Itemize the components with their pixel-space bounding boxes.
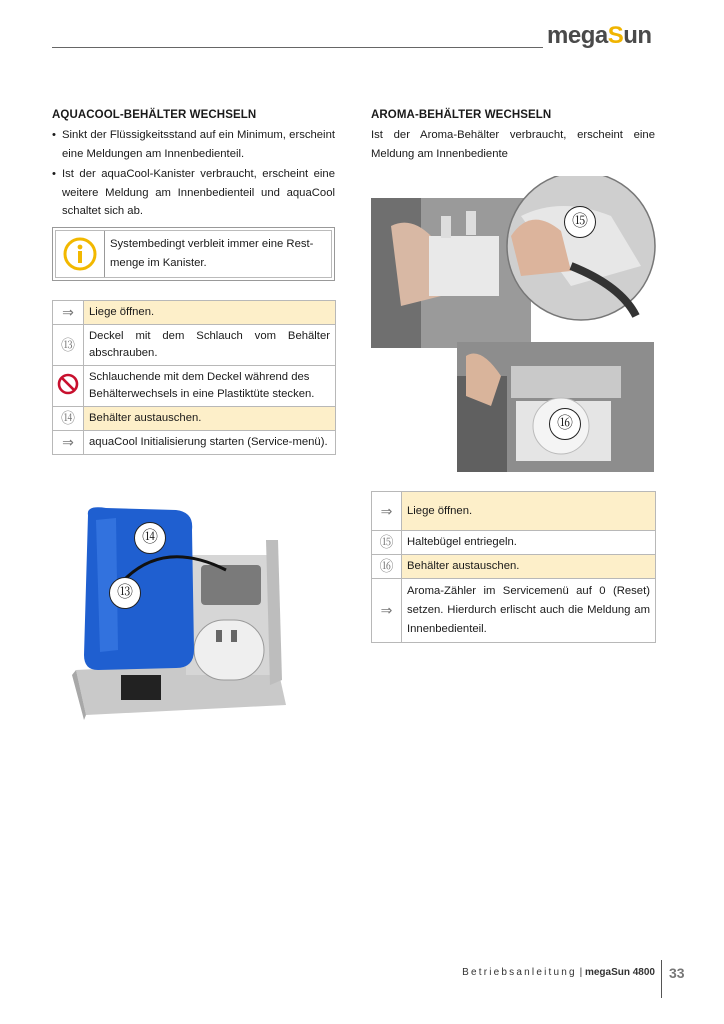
bullet-item: • Ist der aquaCool-Kanister verbraucht, erscheint eine weitere Meldung am Innenbedienteil und aquaCool schaltet sich ab.	[52, 165, 335, 221]
aquacool-steps	[52, 300, 336, 455]
megasun-logo: megaSun	[547, 22, 652, 49]
info-icon	[56, 231, 105, 277]
step-number: ⑮	[372, 531, 402, 555]
step-number: ⑯	[372, 555, 402, 579]
table-row	[372, 579, 656, 643]
aquacool-photo	[66, 500, 292, 722]
aroma-intro: Ist der Aroma-Behälter verbraucht, erscheint eine Meldung am Innenbediente	[371, 129, 655, 160]
step-text: Aroma-Zähler im Servicemenü auf 0 (Reset) setzen. Hierdurch erlischt auch die Meldung am Innenbedienteil.	[402, 579, 656, 643]
table-row	[53, 325, 336, 366]
step-text: Behälter austauschen.	[84, 407, 336, 431]
photo-label: ⑭	[134, 522, 166, 554]
arrow-icon: ⇒	[53, 301, 84, 325]
step-number: ⑬	[53, 325, 84, 366]
step-text: Liege öffnen.	[84, 301, 336, 325]
table-row	[372, 492, 656, 531]
bullet-item: • Sinkt der Flüssigkeitsstand auf ein Minimum, erscheint eine Meldungen am Innenbedienteil.	[52, 126, 335, 163]
no-entry-icon	[53, 366, 84, 407]
table-row	[53, 407, 336, 431]
info-note	[52, 227, 335, 281]
aroma-steps	[371, 491, 656, 643]
footer-text: Betriebsanleitung | megaSun 4800	[462, 967, 655, 978]
table-row	[53, 431, 336, 455]
aroma-photos	[371, 176, 657, 472]
aroma-heading: AROMA-BEHÄLTER WECHSELN	[371, 109, 552, 121]
table-row	[53, 366, 336, 407]
header-rule	[52, 47, 543, 48]
step-text: Deckel mit dem Schlauch vom Behälter abschrauben.	[84, 325, 336, 366]
photo-label: ⑮	[564, 206, 596, 238]
table-row	[53, 301, 336, 325]
step-text: Behälter austauschen.	[402, 555, 656, 579]
step-text: Schlauchende mit dem Deckel während des Behälterwechsels in eine Plastiktüte stecken.	[84, 366, 336, 407]
step-text: Liege öffnen.	[402, 492, 656, 531]
arrow-icon: ⇒	[372, 492, 402, 531]
step-text: Haltebügel entriegeln.	[402, 531, 656, 555]
arrow-icon: ⇒	[372, 579, 402, 643]
footer-divider	[661, 960, 662, 998]
table-row	[372, 531, 656, 555]
note-text: Systembedingt verbleit immer eine Rest-menge im Kanister.	[110, 238, 314, 269]
photo-label: ⑬	[109, 577, 141, 609]
photo-label: ⑯	[549, 408, 581, 440]
page-number: 33	[669, 965, 685, 981]
arrow-icon: ⇒	[53, 431, 84, 455]
aquacool-bullets	[52, 126, 335, 223]
table-row	[372, 555, 656, 579]
step-number: ⑭	[53, 407, 84, 431]
aquacool-heading: AQUACOOL-BEHÄLTER WECHSELN	[52, 109, 257, 121]
step-text: aquaCool Initialisierung starten (Service-menü).	[84, 431, 336, 455]
